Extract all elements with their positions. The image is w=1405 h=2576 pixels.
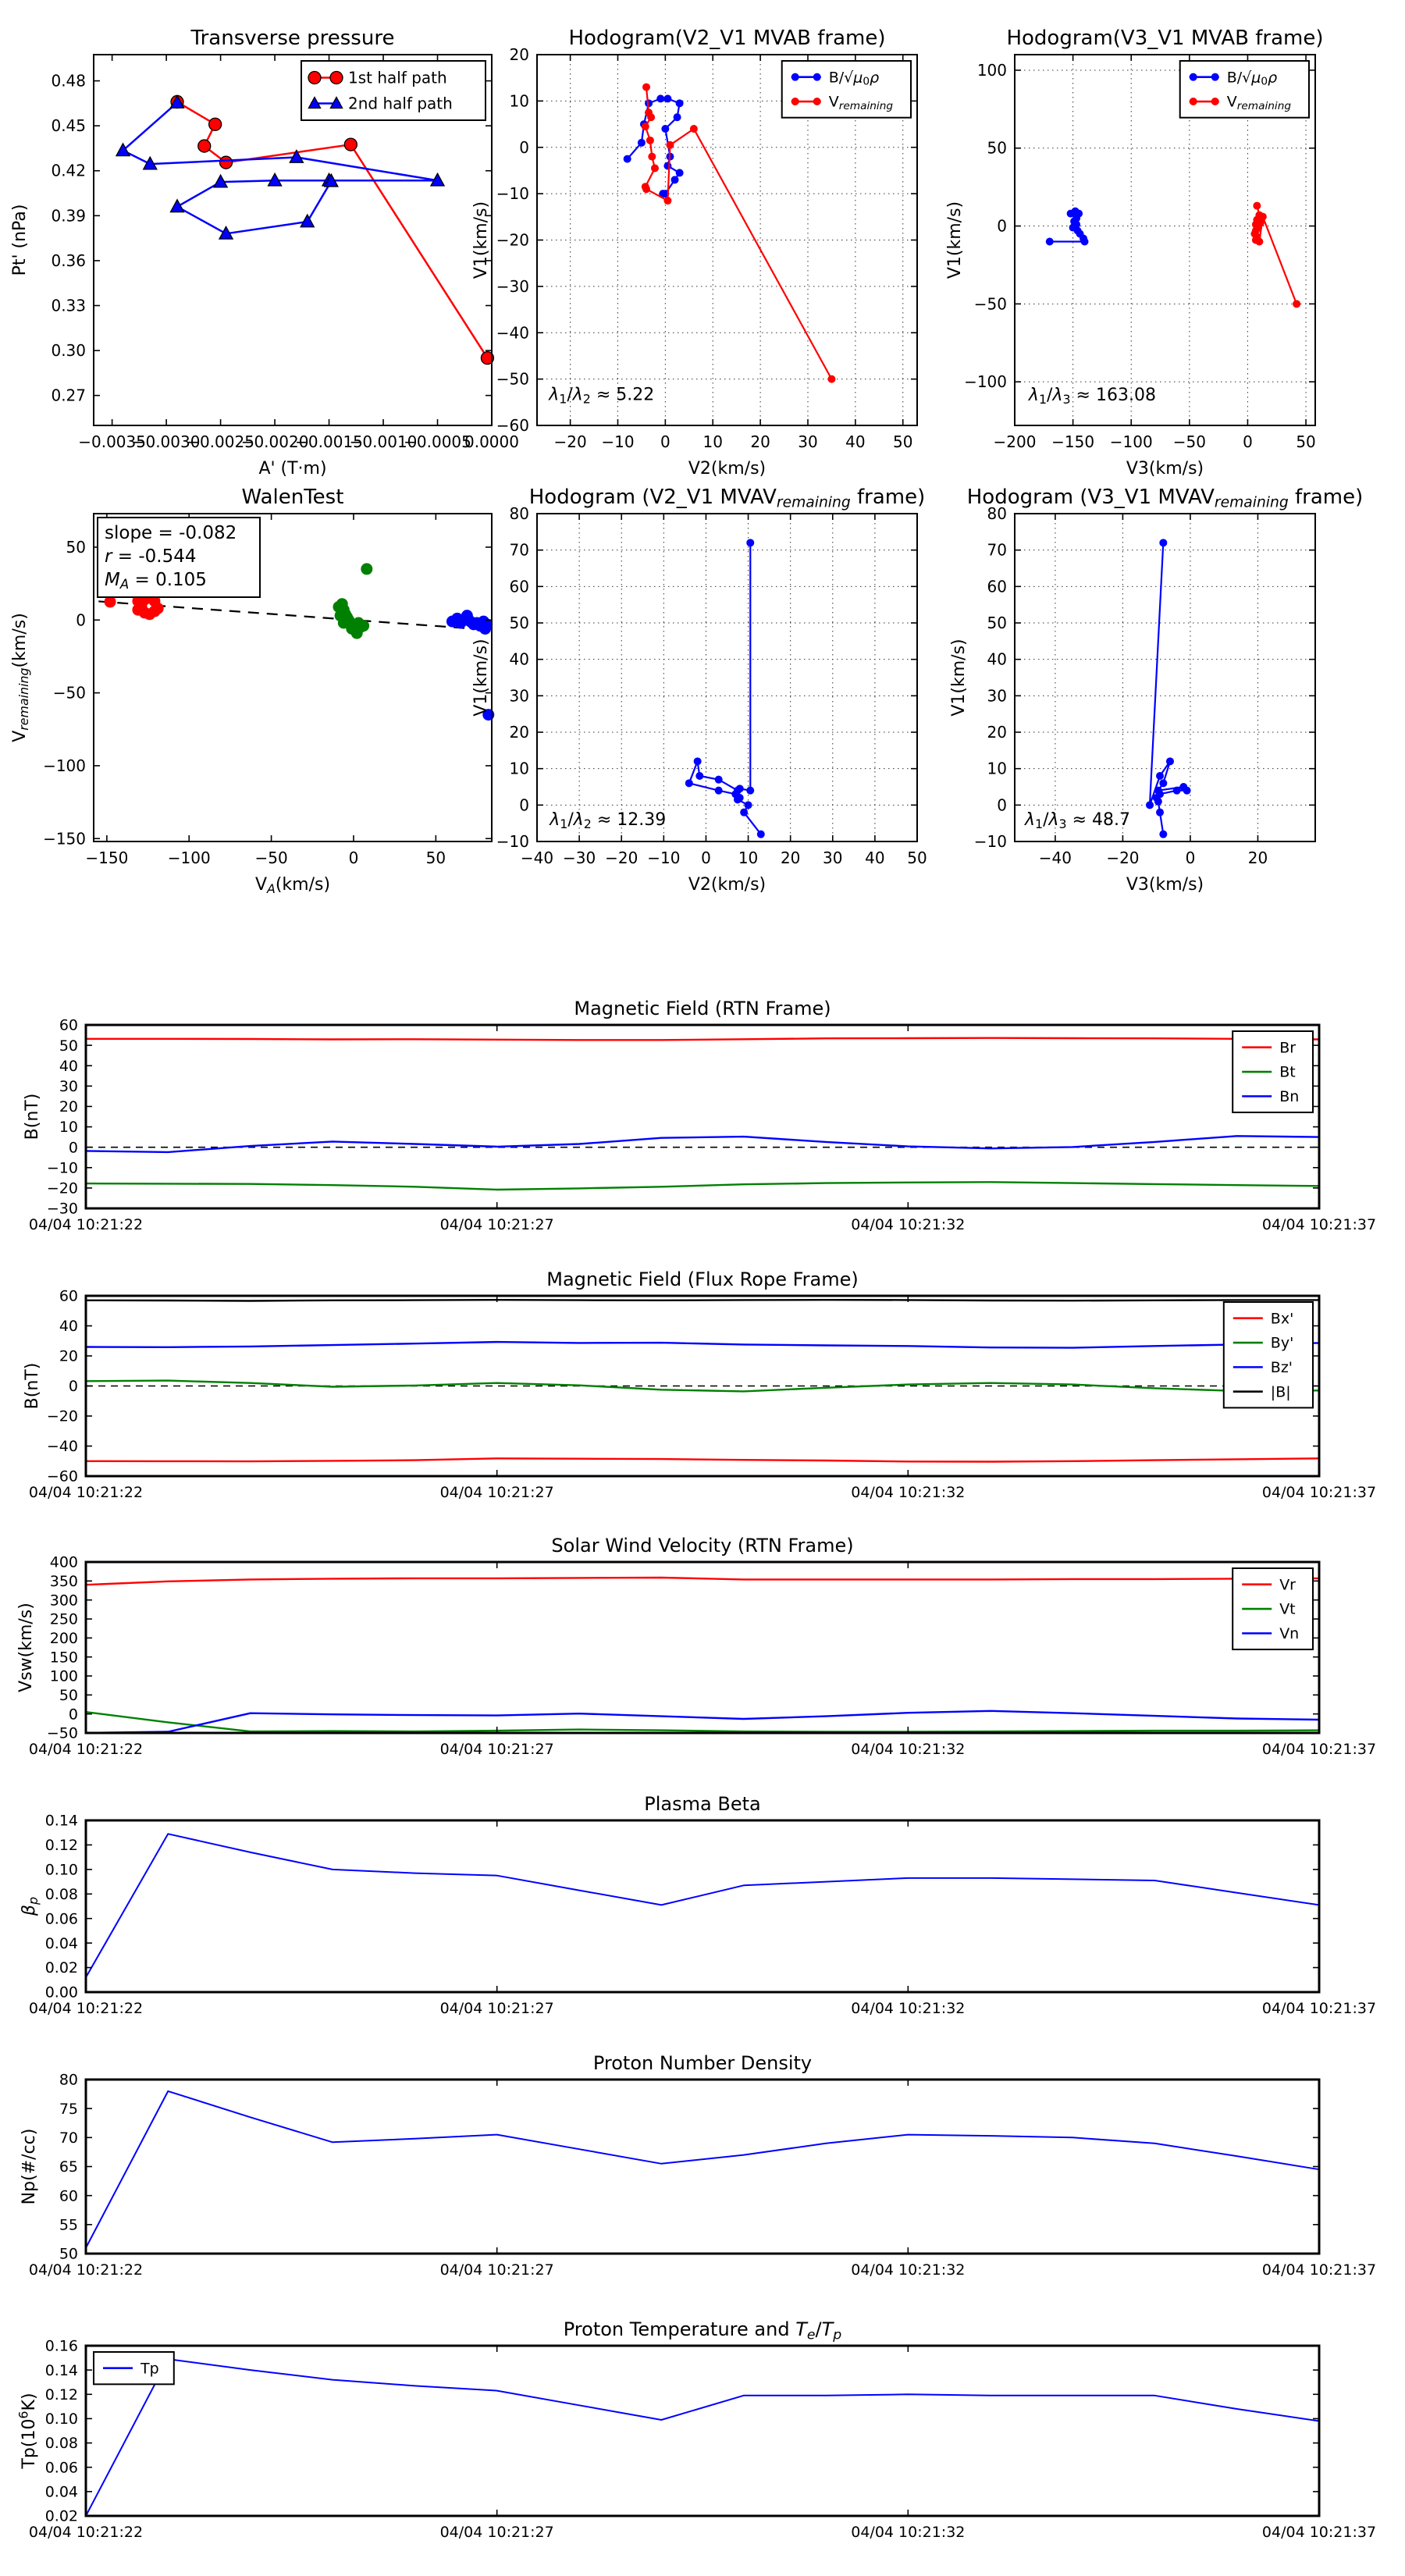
svg-text:−60: −60: [496, 416, 529, 435]
svg-text:V3(km/s): V3(km/s): [1126, 459, 1204, 479]
svg-text:V1(km/s): V1(km/s): [471, 639, 491, 717]
svg-text:10: 10: [59, 1119, 78, 1137]
svg-text:04/04 10:21:32: 04/04 10:21:32: [851, 1216, 966, 1233]
chart-hodogram-v2v1-mvab: [471, 27, 917, 479]
svg-text:−30: −30: [496, 276, 529, 296]
svg-text:Bt: Bt: [1279, 1063, 1296, 1081]
svg-text:40: 40: [59, 1318, 78, 1336]
svg-text:80: 80: [509, 504, 529, 523]
svg-text:−20: −20: [553, 432, 587, 451]
svg-text:20: 20: [780, 849, 801, 867]
svg-text:slope = -0.082: slope = -0.082: [105, 523, 237, 543]
svg-text:10: 10: [738, 849, 759, 867]
svg-text:0: 0: [701, 849, 711, 867]
svg-text:−50: −50: [46, 1724, 78, 1742]
svg-text:−150: −150: [1051, 432, 1095, 451]
svg-text:04/04 10:21:37: 04/04 10:21:37: [1261, 1741, 1377, 1758]
svg-text:04/04 10:21:27: 04/04 10:21:27: [439, 1741, 554, 1758]
svg-text:−20: −20: [46, 1407, 78, 1425]
svg-text:50: 50: [1296, 432, 1316, 451]
svg-text:Vr: Vr: [1279, 1576, 1297, 1594]
svg-text:0.39: 0.39: [51, 206, 86, 226]
svg-text:0.04: 0.04: [44, 2483, 78, 2501]
svg-text:0: 0: [519, 137, 529, 157]
svg-text:B(nT): B(nT): [23, 1362, 42, 1410]
svg-text:40: 40: [865, 849, 885, 867]
svg-text:−60: −60: [46, 1468, 78, 1485]
svg-text:−50: −50: [52, 683, 86, 703]
svg-text:30: 30: [59, 1077, 78, 1095]
svg-text:−200: −200: [993, 432, 1037, 451]
svg-text:70: 70: [59, 2129, 78, 2147]
svg-text:10: 10: [702, 432, 723, 451]
svg-text:200: 200: [49, 1629, 78, 1647]
svg-text:−50: −50: [254, 849, 288, 867]
svg-text:350: 350: [49, 1572, 78, 1590]
svg-text:70: 70: [509, 540, 529, 560]
svg-text:04/04 10:21:32: 04/04 10:21:32: [851, 2000, 966, 2017]
svg-text:0: 0: [68, 1139, 78, 1157]
svg-text:0: 0: [348, 849, 359, 867]
svg-text:0.16: 0.16: [44, 2337, 78, 2355]
svg-text:V2(km/s): V2(km/s): [688, 459, 767, 479]
svg-text:20: 20: [509, 45, 529, 64]
svg-text:0.04: 0.04: [44, 1934, 78, 1952]
svg-text:−40: −40: [46, 1438, 78, 1456]
svg-text:04/04 10:21:27: 04/04 10:21:27: [439, 2261, 554, 2279]
svg-text:60: 60: [987, 577, 1007, 596]
svg-text:30: 30: [798, 432, 818, 451]
svg-text:−100: −100: [1109, 432, 1153, 451]
svg-text:0.08: 0.08: [44, 2435, 78, 2453]
svg-text:Plasma Beta: Plasma Beta: [644, 1793, 761, 1815]
svg-text:50: 50: [893, 432, 913, 451]
svg-text:04/04 10:21:22: 04/04 10:21:22: [28, 2524, 144, 2541]
svg-text:30: 30: [509, 686, 529, 706]
svg-text:04/04 10:21:22: 04/04 10:21:22: [28, 2261, 144, 2279]
svg-text:Bx': Bx': [1270, 1310, 1294, 1328]
svg-text:04/04 10:21:27: 04/04 10:21:27: [439, 1484, 554, 1501]
svg-text:30: 30: [823, 849, 843, 867]
svg-text:Proton Number Density: Proton Number Density: [592, 2052, 813, 2074]
svg-text:Hodogram(V2_V1 MVAB frame): Hodogram(V2_V1 MVAB frame): [568, 27, 886, 50]
svg-text:−0.0010: −0.0010: [349, 432, 418, 451]
svg-text:Vremaining: Vremaining: [828, 93, 894, 113]
svg-text:0.06: 0.06: [44, 2459, 78, 2477]
svg-text:150: 150: [49, 1649, 78, 1667]
svg-text:50: 50: [425, 849, 446, 867]
chart-proton-temperature: [16, 2318, 1376, 2541]
chart-walen-test: [10, 486, 494, 896]
chart-plasma-beta: [20, 1793, 1376, 2017]
svg-text:Vt: Vt: [1279, 1600, 1296, 1618]
svg-text:250: 250: [49, 1610, 78, 1628]
svg-text:1st half path: 1st half path: [348, 68, 447, 87]
svg-text:0: 0: [1185, 849, 1196, 867]
svg-text:20: 20: [1247, 849, 1268, 867]
svg-text:−100: −100: [167, 849, 211, 867]
svg-text:65: 65: [59, 2158, 78, 2176]
svg-text:0.27: 0.27: [51, 386, 86, 405]
svg-text:V2(km/s): V2(km/s): [688, 875, 767, 895]
svg-text:50: 50: [907, 849, 927, 867]
svg-text:WalenTest: WalenTest: [241, 486, 344, 509]
svg-text:04/04 10:21:37: 04/04 10:21:37: [1261, 2524, 1377, 2541]
svg-text:Tp(106K): $Tp(10^6K)$: [16, 2393, 39, 2469]
svg-text:βp: βp: [20, 1896, 41, 1916]
svg-text:−50: −50: [496, 369, 529, 389]
chart-hodogram-v3v1-mvab: [945, 27, 1324, 479]
svg-text:−10: −10: [46, 1159, 78, 1177]
svg-text:0: 0: [68, 1706, 78, 1724]
svg-text:VA(km/s): VA(km/s): [254, 875, 331, 896]
svg-text:04/04 10:21:37: 04/04 10:21:37: [1261, 2000, 1377, 2017]
svg-text:|B|: |B|: [1270, 1383, 1291, 1401]
svg-text:Np(#/cc): Np(#/cc): [20, 2128, 39, 2205]
svg-text:−40: −40: [496, 323, 529, 343]
svg-text:04/04 10:21:27: 04/04 10:21:27: [439, 2524, 554, 2541]
chart-solar-wind-velocity: [16, 1535, 1376, 1758]
svg-text:0.14: 0.14: [44, 1812, 78, 1830]
svg-text:0.02: 0.02: [44, 2507, 78, 2525]
svg-text:0: 0: [68, 1378, 78, 1396]
svg-text:50: 50: [59, 1037, 78, 1055]
svg-text:50: 50: [66, 537, 86, 557]
svg-text:Hodogram (V2_V1 MVAVremaining: Hodogram (V2_V1 MVAVremaining frame): [528, 486, 926, 511]
svg-text:55: 55: [59, 2216, 78, 2234]
svg-text:75: 75: [59, 2100, 78, 2118]
svg-text:A' (T·m): A' (T·m): [258, 459, 327, 479]
svg-text:−0.0030: −0.0030: [132, 432, 201, 451]
svg-text:0: 0: [997, 795, 1007, 815]
svg-text:−50: −50: [973, 294, 1007, 314]
svg-text:70: 70: [987, 540, 1007, 560]
svg-text:04/04 10:21:22: 04/04 10:21:22: [28, 1741, 144, 1758]
svg-text:V1(km/s): V1(km/s): [471, 201, 491, 279]
svg-text:−0.0015: −0.0015: [295, 432, 363, 451]
chart-hodogram-v2v1-mvav: [471, 486, 927, 895]
svg-text:Tp: Tp: [140, 2360, 159, 2378]
svg-text:−20: −20: [496, 230, 529, 250]
svg-text:40: 40: [509, 649, 529, 669]
svg-text:80: 80: [987, 504, 1007, 523]
svg-text:−100: −100: [43, 756, 86, 775]
svg-text:−100: −100: [964, 372, 1007, 392]
svg-text:Br: Br: [1279, 1039, 1297, 1057]
svg-text:04/04 10:21:22: 04/04 10:21:22: [28, 2000, 144, 2017]
svg-text:Vsw(km/s): Vsw(km/s): [16, 1603, 36, 1692]
svg-text:04/04 10:21:32: 04/04 10:21:32: [851, 1484, 966, 1501]
svg-text:50: 50: [509, 614, 529, 632]
svg-text:04/04 10:21:37: 04/04 10:21:37: [1261, 2261, 1377, 2279]
svg-text:−10: −10: [496, 184, 529, 204]
svg-text:40: 40: [59, 1057, 78, 1075]
svg-text:λ1/λ3 ≈ 163.08: λ1/λ3 ≈ 163.08: [1028, 386, 1156, 407]
svg-text:20: 20: [750, 432, 770, 451]
svg-text:0.0000: 0.0000: [464, 432, 519, 451]
svg-text:60: 60: [59, 2187, 78, 2205]
svg-text:Hodogram (V3_V1 MVAVremaining: Hodogram (V3_V1 MVAVremaining frame): [966, 486, 1364, 511]
svg-text:04/04 10:21:32: 04/04 10:21:32: [851, 1741, 966, 1758]
svg-text:0.02: 0.02: [44, 1959, 78, 1977]
svg-text:−10: −10: [496, 832, 529, 851]
svg-text:−10: −10: [647, 849, 681, 867]
svg-text:0.33: 0.33: [51, 296, 86, 315]
svg-text:−10: −10: [601, 432, 635, 451]
svg-text:−0.0025: −0.0025: [187, 432, 254, 451]
svg-text:100: 100: [976, 60, 1007, 80]
chart-magnetic-field-flux-rope: [23, 1268, 1376, 1501]
svg-text:60: 60: [59, 1287, 78, 1305]
svg-text:04/04 10:21:22: 04/04 10:21:22: [28, 1484, 144, 1501]
svg-text:0.08: 0.08: [44, 1885, 78, 1903]
svg-text:80: 80: [59, 2071, 78, 2089]
svg-text:Bz': Bz': [1270, 1359, 1293, 1377]
svg-text:50: 50: [987, 138, 1007, 158]
svg-text:20: 20: [509, 723, 529, 742]
svg-text:−0.0005: −0.0005: [404, 432, 471, 451]
svg-text:04/04 10:21:37: 04/04 10:21:37: [1261, 1216, 1377, 1233]
svg-text:Pt' (nPa): Pt' (nPa): [10, 204, 30, 276]
svg-text:0.12: 0.12: [44, 1837, 78, 1855]
svg-text:r = -0.544: r = -0.544: [105, 546, 197, 567]
svg-text:−0.0020: −0.0020: [240, 432, 309, 451]
svg-text:0.45: 0.45: [51, 116, 86, 136]
svg-text:−10: −10: [973, 832, 1007, 851]
svg-text:0.00: 0.00: [44, 1984, 78, 2001]
svg-text:0.36: 0.36: [51, 251, 86, 270]
svg-text:λ1/λ2 ≈ 5.22: λ1/λ2 ≈ 5.22: [549, 385, 655, 407]
svg-text:60: 60: [59, 1016, 78, 1034]
svg-text:Bn: Bn: [1279, 1088, 1300, 1106]
svg-text:20: 20: [59, 1098, 78, 1116]
svg-text:−20: −20: [605, 849, 638, 867]
svg-text:04/04 10:21:27: 04/04 10:21:27: [439, 2000, 554, 2017]
svg-text:−20: −20: [46, 1179, 78, 1197]
svg-text:V3(km/s): V3(km/s): [1126, 875, 1204, 895]
svg-text:04/04 10:21:37: 04/04 10:21:37: [1261, 1484, 1377, 1501]
svg-text:0.14: 0.14: [44, 2361, 78, 2379]
svg-text:λ1/λ3 ≈ 48.7: λ1/λ3 ≈ 48.7: [1024, 810, 1131, 831]
svg-text:0.06: 0.06: [44, 1910, 78, 1928]
svg-text:−30: −30: [563, 849, 596, 867]
svg-text:50: 50: [59, 2245, 78, 2263]
svg-text:B/√μ0ρ: B/√μ0ρ: [828, 69, 880, 88]
chart-magnetic-field-rtn: [23, 998, 1376, 1233]
svg-text:Magnetic Field (RTN Frame): Magnetic Field (RTN Frame): [574, 998, 831, 1019]
svg-text:−0.0035: −0.0035: [78, 432, 146, 451]
svg-text:30: 30: [987, 686, 1007, 706]
svg-text:Vremaining: Vremaining: [1226, 93, 1292, 113]
svg-text:Hodogram(V3_V1 MVAB frame): Hodogram(V3_V1 MVAB frame): [1006, 27, 1324, 50]
svg-text:λ1/λ2 ≈ 12.39: λ1/λ2 ≈ 12.39: [550, 810, 667, 831]
svg-text:40: 40: [987, 649, 1007, 669]
svg-text:20: 20: [59, 1347, 78, 1365]
svg-text:0: 0: [1243, 432, 1253, 451]
svg-text:0.10: 0.10: [44, 1861, 78, 1879]
svg-text:0.42: 0.42: [51, 161, 86, 180]
svg-text:04/04 10:21:32: 04/04 10:21:32: [851, 2261, 966, 2279]
chart-transverse-pressure: [10, 27, 519, 479]
svg-text:−40: −40: [1038, 849, 1072, 867]
chart-hodogram-v3v1-mvav: [949, 486, 1363, 895]
chart-proton-density: [20, 2052, 1376, 2279]
svg-text:0.48: 0.48: [51, 71, 86, 91]
svg-text:04/04 10:21:32: 04/04 10:21:32: [851, 2524, 966, 2541]
svg-text:400: 400: [49, 1553, 78, 1571]
svg-text:Transverse pressure: Transverse pressure: [190, 27, 395, 50]
svg-text:40: 40: [845, 432, 866, 451]
svg-text:Vremaining(km/s): Vremaining(km/s): [10, 613, 31, 742]
svg-text:B(nT): B(nT): [23, 1093, 42, 1140]
svg-text:−40: −40: [520, 849, 554, 867]
svg-text:10: 10: [987, 759, 1007, 778]
svg-text:0: 0: [76, 610, 86, 630]
svg-text:20: 20: [987, 723, 1007, 742]
svg-text:0.10: 0.10: [44, 2411, 78, 2428]
svg-text:0: 0: [519, 795, 529, 815]
svg-text:V1(km/s): V1(km/s): [949, 639, 969, 717]
svg-text:−50: −50: [1172, 432, 1206, 451]
svg-text:04/04 10:21:22: 04/04 10:21:22: [28, 1216, 144, 1233]
svg-text:Magnetic Field (Flux Rope Fram: Magnetic Field (Flux Rope Frame): [546, 1268, 859, 1290]
svg-text:100: 100: [49, 1667, 78, 1685]
svg-text:B/√μ0ρ: B/√μ0ρ: [1226, 69, 1278, 88]
svg-text:−150: −150: [43, 829, 86, 849]
svg-text:−30: −30: [46, 1200, 78, 1218]
svg-text:300: 300: [49, 1592, 78, 1610]
svg-text:0: 0: [997, 216, 1007, 236]
svg-text:−150: −150: [85, 849, 129, 867]
svg-text:0.30: 0.30: [51, 341, 86, 361]
svg-text:0.12: 0.12: [44, 2386, 78, 2403]
svg-text:MA = 0.105: MA = 0.105: [105, 570, 207, 592]
svg-text:0: 0: [660, 432, 670, 451]
svg-text:Vn: Vn: [1279, 1625, 1300, 1643]
svg-text:2nd half path: 2nd half path: [348, 94, 453, 113]
svg-text:04/04 10:21:27: 04/04 10:21:27: [439, 1216, 554, 1233]
svg-text:By': By': [1270, 1334, 1294, 1352]
svg-text:Solar Wind Velocity (RTN Frame: Solar Wind Velocity (RTN Frame): [551, 1535, 854, 1557]
svg-text:50: 50: [987, 614, 1007, 632]
svg-text:50: 50: [59, 1686, 78, 1704]
svg-text:10: 10: [509, 91, 529, 111]
svg-text:V1(km/s): V1(km/s): [945, 201, 965, 279]
svg-text:Proton Temperature and Te/Tp: Proton Temperature and Te/Tp: [563, 2318, 842, 2343]
svg-text:10: 10: [509, 759, 529, 778]
svg-text:−20: −20: [1106, 849, 1140, 867]
svg-text:60: 60: [509, 577, 529, 596]
